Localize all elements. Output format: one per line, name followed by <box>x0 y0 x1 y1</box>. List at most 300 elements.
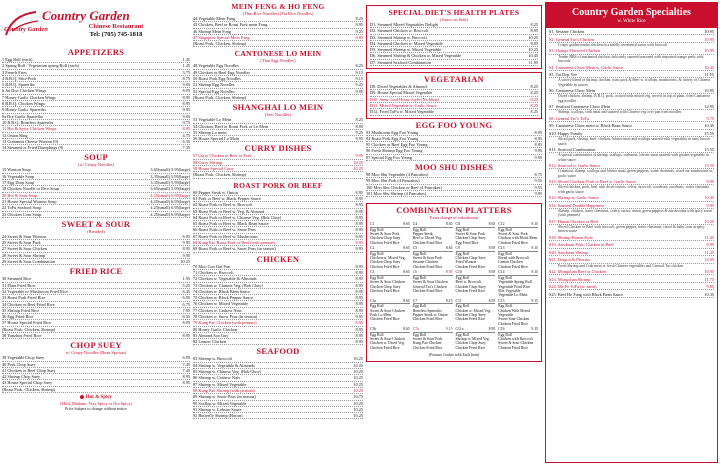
menu-item-name: 34 Chicken or Beef Fried Rice <box>2 301 55 307</box>
specialty-label <box>549 250 588 255</box>
combo-plate-item: Sweet & Sour Pork <box>412 256 443 261</box>
section-subheading: w/ Crispy Noodles (Bean Sprouts) <box>65 350 127 356</box>
specialty-name: Tai Dop Vee <box>555 72 577 78</box>
menu-item-name: 37 House Special Fried Rice <box>2 320 52 326</box>
menu-item-name: 93 Mushroom Egg Foo Young <box>366 129 419 135</box>
section-subheading: (Breaded) <box>87 228 105 234</box>
specialty-label <box>549 29 584 34</box>
menu-item-price: 10.25 <box>528 47 538 53</box>
menu-item-name: 59 House Special Curry <box>193 166 235 172</box>
combo-plate-number: C16 <box>498 327 505 332</box>
menu-item-price: 10.25 <box>353 387 363 393</box>
combo-plate-item: Vegetable Spring Roll <box>498 280 532 285</box>
menu-item-name: 12 Onion Ring <box>2 132 28 138</box>
combo-plate-item: Chicken Fried Rice <box>455 345 486 350</box>
specialty-item <box>549 37 714 48</box>
combo-plate <box>456 222 496 245</box>
specialties-title: Country Garden Specialties <box>572 7 691 18</box>
combo-plate-item: Chicken Fried Rice <box>498 345 528 350</box>
combo-plate <box>413 327 453 350</box>
menu-item-name: 22 ToFu Seafood Soup <box>2 205 42 211</box>
combo-plate-item: Egg Roll <box>370 227 384 232</box>
menu-item-name: 101 Moo Shu Shrimp (4 Pancakes) <box>366 190 427 196</box>
specialty-price: 15.55 <box>704 130 714 136</box>
combo-plate-item: Lemon Chicken <box>498 260 523 265</box>
specialty-item <box>549 116 714 122</box>
menu-item-name: 17 Egg Drop Soup <box>2 180 35 186</box>
menu-item-price: 4.25(small) 6.95(large) <box>150 198 190 204</box>
combo-plate-item: Shrimp w. Mixed Veg. <box>455 336 490 341</box>
menu-item-price <box>361 41 363 46</box>
combo-plate-item: Chicken Fried Rice <box>412 317 443 322</box>
menu-item-price: 10.25 <box>353 381 363 387</box>
menu-item-name: 85 Shrimp w. Chinese Veg. (Bok Choy) <box>193 369 262 375</box>
menu-item-name: 86 Shrimp w. Cashew Nuts <box>193 375 240 381</box>
menu-item-name: 64 Roast Pork or Beef w. Chinese Veg. (Bok Choy) <box>193 214 282 220</box>
menu-item-name: 11 Hot & Spicy Chicken Wings <box>2 126 57 132</box>
section-heading: CHOP SUEY <box>70 340 122 351</box>
section-heading: CHICKEN <box>256 253 300 264</box>
menu-item-price: 4.25(small) 6.95(large) <box>150 192 190 198</box>
menu-item-name: 97 Special Egg Foo Young <box>366 154 412 160</box>
section-subheading: (w/ Crispy Noodles) <box>78 162 114 168</box>
logo-emblem <box>2 9 48 39</box>
menu-item-name: D9. House Special Mixed Vegetable <box>370 90 433 96</box>
combo-plate-price: 8.95 <box>488 270 496 275</box>
specialty-description: Diced chicken, shrimp, B.B.Q. pork, cooked with mixed veg. served in top of plain, fried Cantonese egg noodles <box>558 94 711 103</box>
menu-item-name: 79 Kung Pao Chicken (with peanuts) <box>193 320 257 326</box>
menu-item-price: 9.95 <box>182 240 190 246</box>
menu-item-name: D4. Steamed Chicken w. Mixed Vegetable <box>370 40 443 46</box>
menu-item-name: 23 Chicken Corn Soup <box>2 211 42 217</box>
specialty-item <box>549 104 714 115</box>
specialty-label <box>549 48 600 53</box>
menu-item-name: 88 Kung Pao Shrimp (with peanuts) <box>193 387 255 393</box>
combo-plate-item: Bread with Broccoli <box>498 256 530 261</box>
menu-item-name: 49 Chicken or Beef Egg Noodles <box>193 69 250 75</box>
combo-plate-item: Chicken Chop Suey <box>455 236 486 241</box>
specialty-price: 9.85 <box>706 284 714 290</box>
menu-item-price: 3.35(small) 5.95(large) <box>150 180 190 186</box>
combo-plate-number: C13 <box>498 246 505 251</box>
menu-section <box>193 181 363 253</box>
menu-item-name: 1 Egg Roll (each) <box>2 57 33 62</box>
specialty-number: S7. <box>549 104 555 110</box>
combo-plate-item: Chicken Fried Rice <box>412 288 443 293</box>
specialty-number: S23. <box>549 276 557 282</box>
combo-plate-item: Egg Roll <box>412 227 427 232</box>
specialty-label <box>549 131 583 136</box>
menu-item-name: 55 Shrimp Lo mein <box>193 129 227 135</box>
combo-plate-item: Chicken Fried Rice <box>498 264 528 269</box>
combo-plate-item: Chicken with Broccoli <box>498 336 533 341</box>
menu-item <box>193 172 363 178</box>
menu-item-price: 10.25 <box>353 413 363 419</box>
menu-item-price: 3.65(small) 5.95(large) <box>150 167 190 173</box>
specialty-name: Shrimp Hunan Style <box>557 234 593 240</box>
menu-item-price: 9.95 <box>355 153 363 159</box>
menu-item-price: 8.95 <box>355 240 363 246</box>
hot-legend-label: Hot & Spicy <box>85 395 113 401</box>
menu-item-name: 21 House Special Wonton Soup <box>2 198 57 204</box>
menu-item-price: 8.95 <box>182 88 190 94</box>
menu-item-price: 8.95 <box>355 307 363 313</box>
specialty-item <box>549 48 714 63</box>
menu-item-name: 38 Yanzhou Fried Rice <box>2 332 42 338</box>
specialty-description: Shrimp, scallops, crab meat and sauteed with Chinese veg over pan fried noodles <box>558 110 682 115</box>
specialty-row <box>549 116 714 122</box>
menu-item <box>2 387 190 393</box>
specialty-name: Cantonese Chow Mein w. Garlic Sauce <box>555 64 624 70</box>
specialty-number: S25. <box>549 291 557 297</box>
combo-plate-item: Egg Roll <box>498 227 512 232</box>
specialty-item <box>549 242 714 248</box>
combo-plate-item: Egg Fried Rice <box>455 240 479 245</box>
combo-plate-price: 9.15 <box>445 298 453 303</box>
menu-item-name: 61 Pork or Beef w. Black Pepper Sauce <box>193 195 261 201</box>
menu-item-name: D3. Steamed Shrimp w. Broccoli <box>370 34 427 40</box>
specialty-number: S10. <box>549 130 557 136</box>
combo-plate-number: C9 <box>455 246 460 251</box>
menu-item-price: 8.25 <box>530 102 538 108</box>
combo-plate-number: C12 <box>498 222 505 227</box>
combo-plate-item: Egg Roll <box>455 251 470 256</box>
menu-item-price: 8.95 <box>355 195 363 201</box>
menu-item-price: 9.95 <box>534 190 542 196</box>
menu-item-price: 8.95 <box>534 135 542 141</box>
section-sub-mein-feng: (Thin Rice Noodles) (Fat Rice Noodles) <box>242 11 314 16</box>
combo-plate-item: Sweet & Sour Pork <box>498 232 528 237</box>
specialty-description: Fresh Shrimp and Crab meat w. fresh Chinese vegetables and General Tso chicken <box>558 263 684 268</box>
menu-item-price: 8.95 <box>355 301 363 307</box>
menu-section <box>193 49 363 101</box>
combo-plate-price: 8.65 <box>403 270 410 275</box>
menu-item-name: 35 Shrimp Fried Rice <box>2 307 40 313</box>
menu-item-name: 83 Shrimp w. Broccoli <box>193 356 232 362</box>
combo-plate-price: 8.65 <box>445 222 453 227</box>
col3-sections <box>366 5 542 197</box>
combo-plate-price: 9.15 <box>445 327 453 332</box>
menu-item-name: 68 Kung Pao Roast Pork or Beef (with peanuts) <box>193 240 276 246</box>
menu-item-name: (Roast Pork, Chicken, Shrimp) <box>2 326 56 332</box>
menu-item-price: 9.95 <box>182 252 190 258</box>
section-heading: MOO SHU DISHES <box>414 162 494 173</box>
menu-item-price: 8.95 <box>355 282 363 288</box>
combo-plate-number: C7a <box>412 327 419 332</box>
combo-plate-number: C15 <box>498 298 505 303</box>
price-notice: Price Subject to change without notice <box>65 405 127 411</box>
menu-item-price: 7.45 <box>182 361 190 367</box>
menu-item <box>2 145 190 151</box>
menu-item-name: 40 Pork Chop Suey <box>2 361 36 367</box>
menu-item-name: 16 Vegetable Soup <box>2 173 35 179</box>
specialty-label <box>549 219 599 224</box>
col2-sections <box>193 16 363 419</box>
menu-item-name: D5. Steamed Shrimp w. Mixed Vegetable <box>370 47 442 53</box>
col1-sections <box>2 48 190 393</box>
specialty-price: 15.55 <box>704 147 714 152</box>
menu-item-price: 8.95 <box>355 295 363 301</box>
combo-plate-item: Chicken Fried Rice <box>370 240 400 245</box>
menu-item <box>370 60 538 66</box>
menu-section <box>2 267 190 339</box>
specialty-item <box>549 219 714 234</box>
combo-plate-item: Sweet & Sour Pork <box>412 336 443 341</box>
specialty-number: S24. <box>549 284 557 290</box>
specialty-item <box>549 147 714 162</box>
menu-item-price: 6.95 <box>182 355 190 361</box>
menu-item-name: D7. Steamed Seafood Combination <box>370 59 431 65</box>
specialty-label <box>549 104 610 109</box>
specialty-label <box>549 123 632 128</box>
menu-item-name: (Roast Pork, Chicken, Shrimp) <box>193 172 247 178</box>
menu-item-name: D8. Diced Vegetables & Almond <box>370 84 427 90</box>
specialty-price: 11.55 <box>704 72 714 78</box>
menu-item-price: 8.95 <box>355 233 363 239</box>
menu-item-name: D6. Steamed Shrimp & Chicken w. Mixed Vegetable <box>370 53 461 59</box>
specialty-price: 11.45 <box>704 234 714 240</box>
combo-plate-item: Egg Roll <box>370 251 384 256</box>
specialty-price: 10.45 <box>704 123 714 129</box>
combo-sub: Extra charge of substitution <box>429 215 479 221</box>
menu-item <box>2 212 190 218</box>
menu-item-price: 8.25 <box>530 22 538 27</box>
menu-item-name: 51 Shrimp Egg Noodles <box>193 82 235 88</box>
specialty-number: S8. <box>549 115 555 121</box>
restaurant-phone: Tel: (705) 745-1818 <box>89 31 143 38</box>
combo-plate-item: Chicken Fried Rice <box>412 240 443 245</box>
combo-plate <box>498 299 538 326</box>
menu-item-price: 8.95 <box>182 374 190 380</box>
menu-item-name: 74 Chicken w. Black Bean Sauce <box>193 288 250 294</box>
menu-item-name: 70 Moo Goo Gai Pan <box>193 263 230 269</box>
combo-plate <box>456 327 496 350</box>
menu-item-name: D11. Mixed Vegetable w. Garlic Sauce <box>370 102 437 108</box>
menu-item-name: 58 Curry Shrimp <box>193 159 223 165</box>
combo-plate-item: Chicken Chop Suey <box>370 284 401 289</box>
combo-plate-number: C5 <box>412 246 418 251</box>
combo-plate-item: Chicken Fried Rice <box>498 321 528 326</box>
combo-plate-item: Egg Roll <box>455 332 470 337</box>
specialty-price: 10.95 <box>704 88 714 94</box>
specialties-list <box>546 29 717 298</box>
specialty-item <box>549 123 714 129</box>
specialty-number: S19. <box>549 242 557 248</box>
menu-item-price: 8.95 <box>355 214 363 220</box>
combo-plate-item: Chicken With Mixed <box>498 308 531 313</box>
menu-item-price: 10.25 <box>180 259 190 265</box>
combo-plate-item: Egg Roll <box>498 304 512 309</box>
menu-item-price: 8.95 <box>355 202 363 208</box>
specialty-price: 9.95 <box>706 202 714 208</box>
menu-item-price: 8.95 <box>182 94 190 100</box>
menu-item-price: 8.95 <box>355 320 363 326</box>
combo-plate <box>498 246 538 269</box>
menu-item-price: 8.95 <box>355 269 363 275</box>
menu-section <box>366 121 542 161</box>
specialty-label <box>549 65 623 70</box>
combo-plate-number: C11a <box>455 327 464 332</box>
specialty-name: General Tso's ToFu <box>555 115 589 121</box>
menu-item-name: 10 B.B.Q. Boneless Spareribs <box>2 119 54 125</box>
menu-item-name: 50 Roast Pork Egg Noodles <box>193 76 241 82</box>
menu-item-name: 78 Chicken w. Snow Peas (in season) <box>193 313 258 319</box>
combo-plate-item: Egg Roll <box>498 275 512 280</box>
menu-item-name: 92 Butterfly Shrimp (Bacon) <box>193 413 243 419</box>
specialty-row <box>549 65 714 71</box>
combo-plate-item: Sweet & Sour Chicken <box>370 308 405 313</box>
menu-item-price: 9.95 <box>355 246 363 252</box>
menu-item-price: 4.75 <box>182 132 190 138</box>
menu-item-name: 46 Shrimp Mein Fong <box>193 28 232 34</box>
combo-plate-price: 8.95 <box>488 298 496 303</box>
section-heading: APPETIZERS <box>67 47 125 57</box>
specialty-row <box>549 292 714 298</box>
menu-item-price: 5.25 <box>182 282 190 288</box>
specialty-item <box>549 131 714 146</box>
restaurant-tagline: Chinese Restaurant <box>88 23 144 30</box>
menu-item-price: 7.35 <box>182 145 190 151</box>
menu-item <box>193 136 363 142</box>
menu-item-name: 62 Roast Pork or Beef w. Broccoli <box>193 202 253 208</box>
menu-item-price: 10.45 <box>528 53 538 59</box>
combo-plate-item: Chicken Fried Rice <box>370 264 400 269</box>
specialty-label <box>549 147 595 152</box>
menu-item-price: 6.35 <box>182 138 190 144</box>
specialty-price: 12.95 <box>704 104 714 110</box>
combo-plate-price: 8.95 <box>445 270 453 275</box>
combo-plate-item: Vegetable Fried Rice <box>498 284 531 289</box>
combo-plate-number: C8 <box>455 222 460 227</box>
menu-item-name: 45 Chicken, Beef or Roast Pork mein Fong <box>193 22 268 28</box>
menu-section <box>2 48 190 151</box>
section-subheading: (Soft Noodles) <box>265 112 291 118</box>
section-heading: SEAFOOD <box>256 346 300 357</box>
specialty-label <box>549 235 593 240</box>
menu-section <box>2 220 190 265</box>
specialty-item <box>549 29 714 35</box>
combo-plate <box>413 299 453 326</box>
combination-platters-box <box>366 203 542 361</box>
menu-section <box>366 5 542 69</box>
menu-item-name: 6 Jar Doo Chicken Wings <box>2 88 47 94</box>
specialty-name: Seafood Cantonese Chow Mein <box>555 104 611 110</box>
specialty-name: Hunan Chicken or Beef <box>557 218 599 224</box>
menu-item-name: 63 Roast Pork or Beef w. Veg. & Almond <box>193 208 265 214</box>
specialty-number: S4. <box>549 64 555 70</box>
specialty-item <box>549 195 714 201</box>
menu-item-name: 32 Vegetable or Mushroom Fried Rice <box>2 288 68 294</box>
combo-plate <box>413 270 453 297</box>
hot-spicy-legend <box>2 395 190 411</box>
menu-item-name: 76 Chicken w. Mixed Vegetable <box>193 301 248 307</box>
menu-item-name: 41 Chicken or Beef Chop Suey <box>2 367 56 373</box>
menu-item-price: 10.25 <box>353 375 363 381</box>
menu-item-name: 99 Moo Shu Pork (4 Pancakes) <box>366 178 420 184</box>
menu-item-name: 24 Sweet & Sour Wonton <box>2 233 46 239</box>
menu-item-name: 82 Lemon Chicken <box>193 339 226 345</box>
menu-item-name: 54 Chicken, Beef or Roast Pork or Lo Mein <box>193 123 269 129</box>
combo-plate-item: Kung Pao Chicken <box>412 341 442 346</box>
menu-item-name: 60 Pepper Steak w. Onion <box>193 189 238 195</box>
combo-plate <box>456 270 496 297</box>
menu-item-price: 9.95 <box>182 107 190 113</box>
combo-plate-item: Chicken Fried Rice <box>370 345 400 350</box>
specialties-banner <box>546 3 717 28</box>
combo-plate-item: Sweet & Sour Chicken <box>412 280 448 285</box>
combo-plate <box>456 246 496 269</box>
specialty-description: Shrimp, chicken, water chestnuts, celery, carrot, onion, green peppers & mushrooms with spicy sauce (with peanuts) <box>558 209 713 218</box>
combo-plate-item: Egg Roll <box>412 332 427 337</box>
combo-plate-item: Sesame Chicken <box>412 260 438 265</box>
specialty-item <box>549 277 714 283</box>
menu-item-name: 75 Chicken w. Black Pepper Sauce <box>193 295 254 301</box>
combo-plate <box>498 327 538 350</box>
combo-plate-number: C14 <box>498 270 505 275</box>
menu-item-price: 8.25 <box>530 90 538 96</box>
combo-footer: (Fortune Cookie with Each Item) <box>428 353 480 358</box>
specialty-item <box>549 179 714 194</box>
specialty-row <box>549 242 714 248</box>
combo-plate-number: C3 <box>370 270 375 275</box>
menu-item-name: 5 B.B.Q. Spareribs <box>2 82 35 88</box>
menu-item-price: 8.25 <box>530 109 538 115</box>
specialty-name: Orange Flavored Chicken <box>555 48 601 54</box>
restaurant-name: Country Garden <box>42 8 130 23</box>
specialty-price: 10.35 <box>704 291 714 297</box>
menu-item-price: 8.95 <box>355 189 363 195</box>
menu-item-price: 8.95 <box>534 142 542 148</box>
combo-plate-item: Chicken Chop Suey <box>370 260 401 265</box>
hot-pepper-icon <box>80 395 84 399</box>
specialty-price: 11.75 <box>704 276 714 282</box>
specialty-label <box>549 116 589 121</box>
menu-item-name: 9 Honey Garlic Spareribs <box>2 107 46 113</box>
combo-plate-item: Beef w. Broccoli <box>455 280 482 285</box>
menu-item-price <box>361 95 363 100</box>
menu-item-price: 8.95 <box>182 320 190 326</box>
combo-plate-item: Chicken Fried Rice <box>370 288 400 293</box>
combo-plate-item: Chicken w. Mixed Veg. <box>455 308 492 313</box>
specialty-description: Crispy golden tender chicken in a mildly sweetened sauce with broccoli <box>558 42 668 47</box>
specialty-label <box>549 163 600 168</box>
combo-plate-item: Vegetable <box>498 312 514 317</box>
menu-item-price: 9.25 <box>355 82 363 88</box>
menu-item-name: 36 Egg Fried Rice <box>2 314 34 320</box>
menu-item-name: 9a Dry Garlic Spareribs <box>2 113 43 119</box>
column-2 <box>193 2 363 419</box>
specialty-number: S13. <box>549 179 557 185</box>
specialty-label <box>549 179 636 184</box>
section-subheading: (Thin Egg Noodles) <box>260 58 296 64</box>
menu-item-price: 8.95 <box>182 246 190 252</box>
specialty-row <box>549 29 714 35</box>
section-heading: SWEET & SOUR <box>61 218 131 229</box>
menu-item-name: 69 Roast Pork or Beef w. Snow Peas (in season) <box>193 246 276 252</box>
menu-section <box>193 255 363 346</box>
menu-item-price: 8.95 <box>355 288 363 294</box>
combo-plate-item: Pork Lo Mein <box>370 312 392 317</box>
combo-plate-item: Chicken w. Mixed Veg. <box>370 256 406 261</box>
menu-item-price: 9.95 <box>355 34 363 40</box>
menu-item-name: 27 Sweet & Sour Chicken <box>2 246 47 252</box>
menu-item-price: 8.95 <box>530 28 538 34</box>
menu-item-name: (Roast Pork, Chicken, Shrimp) <box>2 386 56 392</box>
menu-item <box>193 95 363 101</box>
menu-item <box>366 155 542 161</box>
menu-item-price: 9.95 <box>534 148 542 154</box>
specialty-number: S21. <box>549 257 557 263</box>
